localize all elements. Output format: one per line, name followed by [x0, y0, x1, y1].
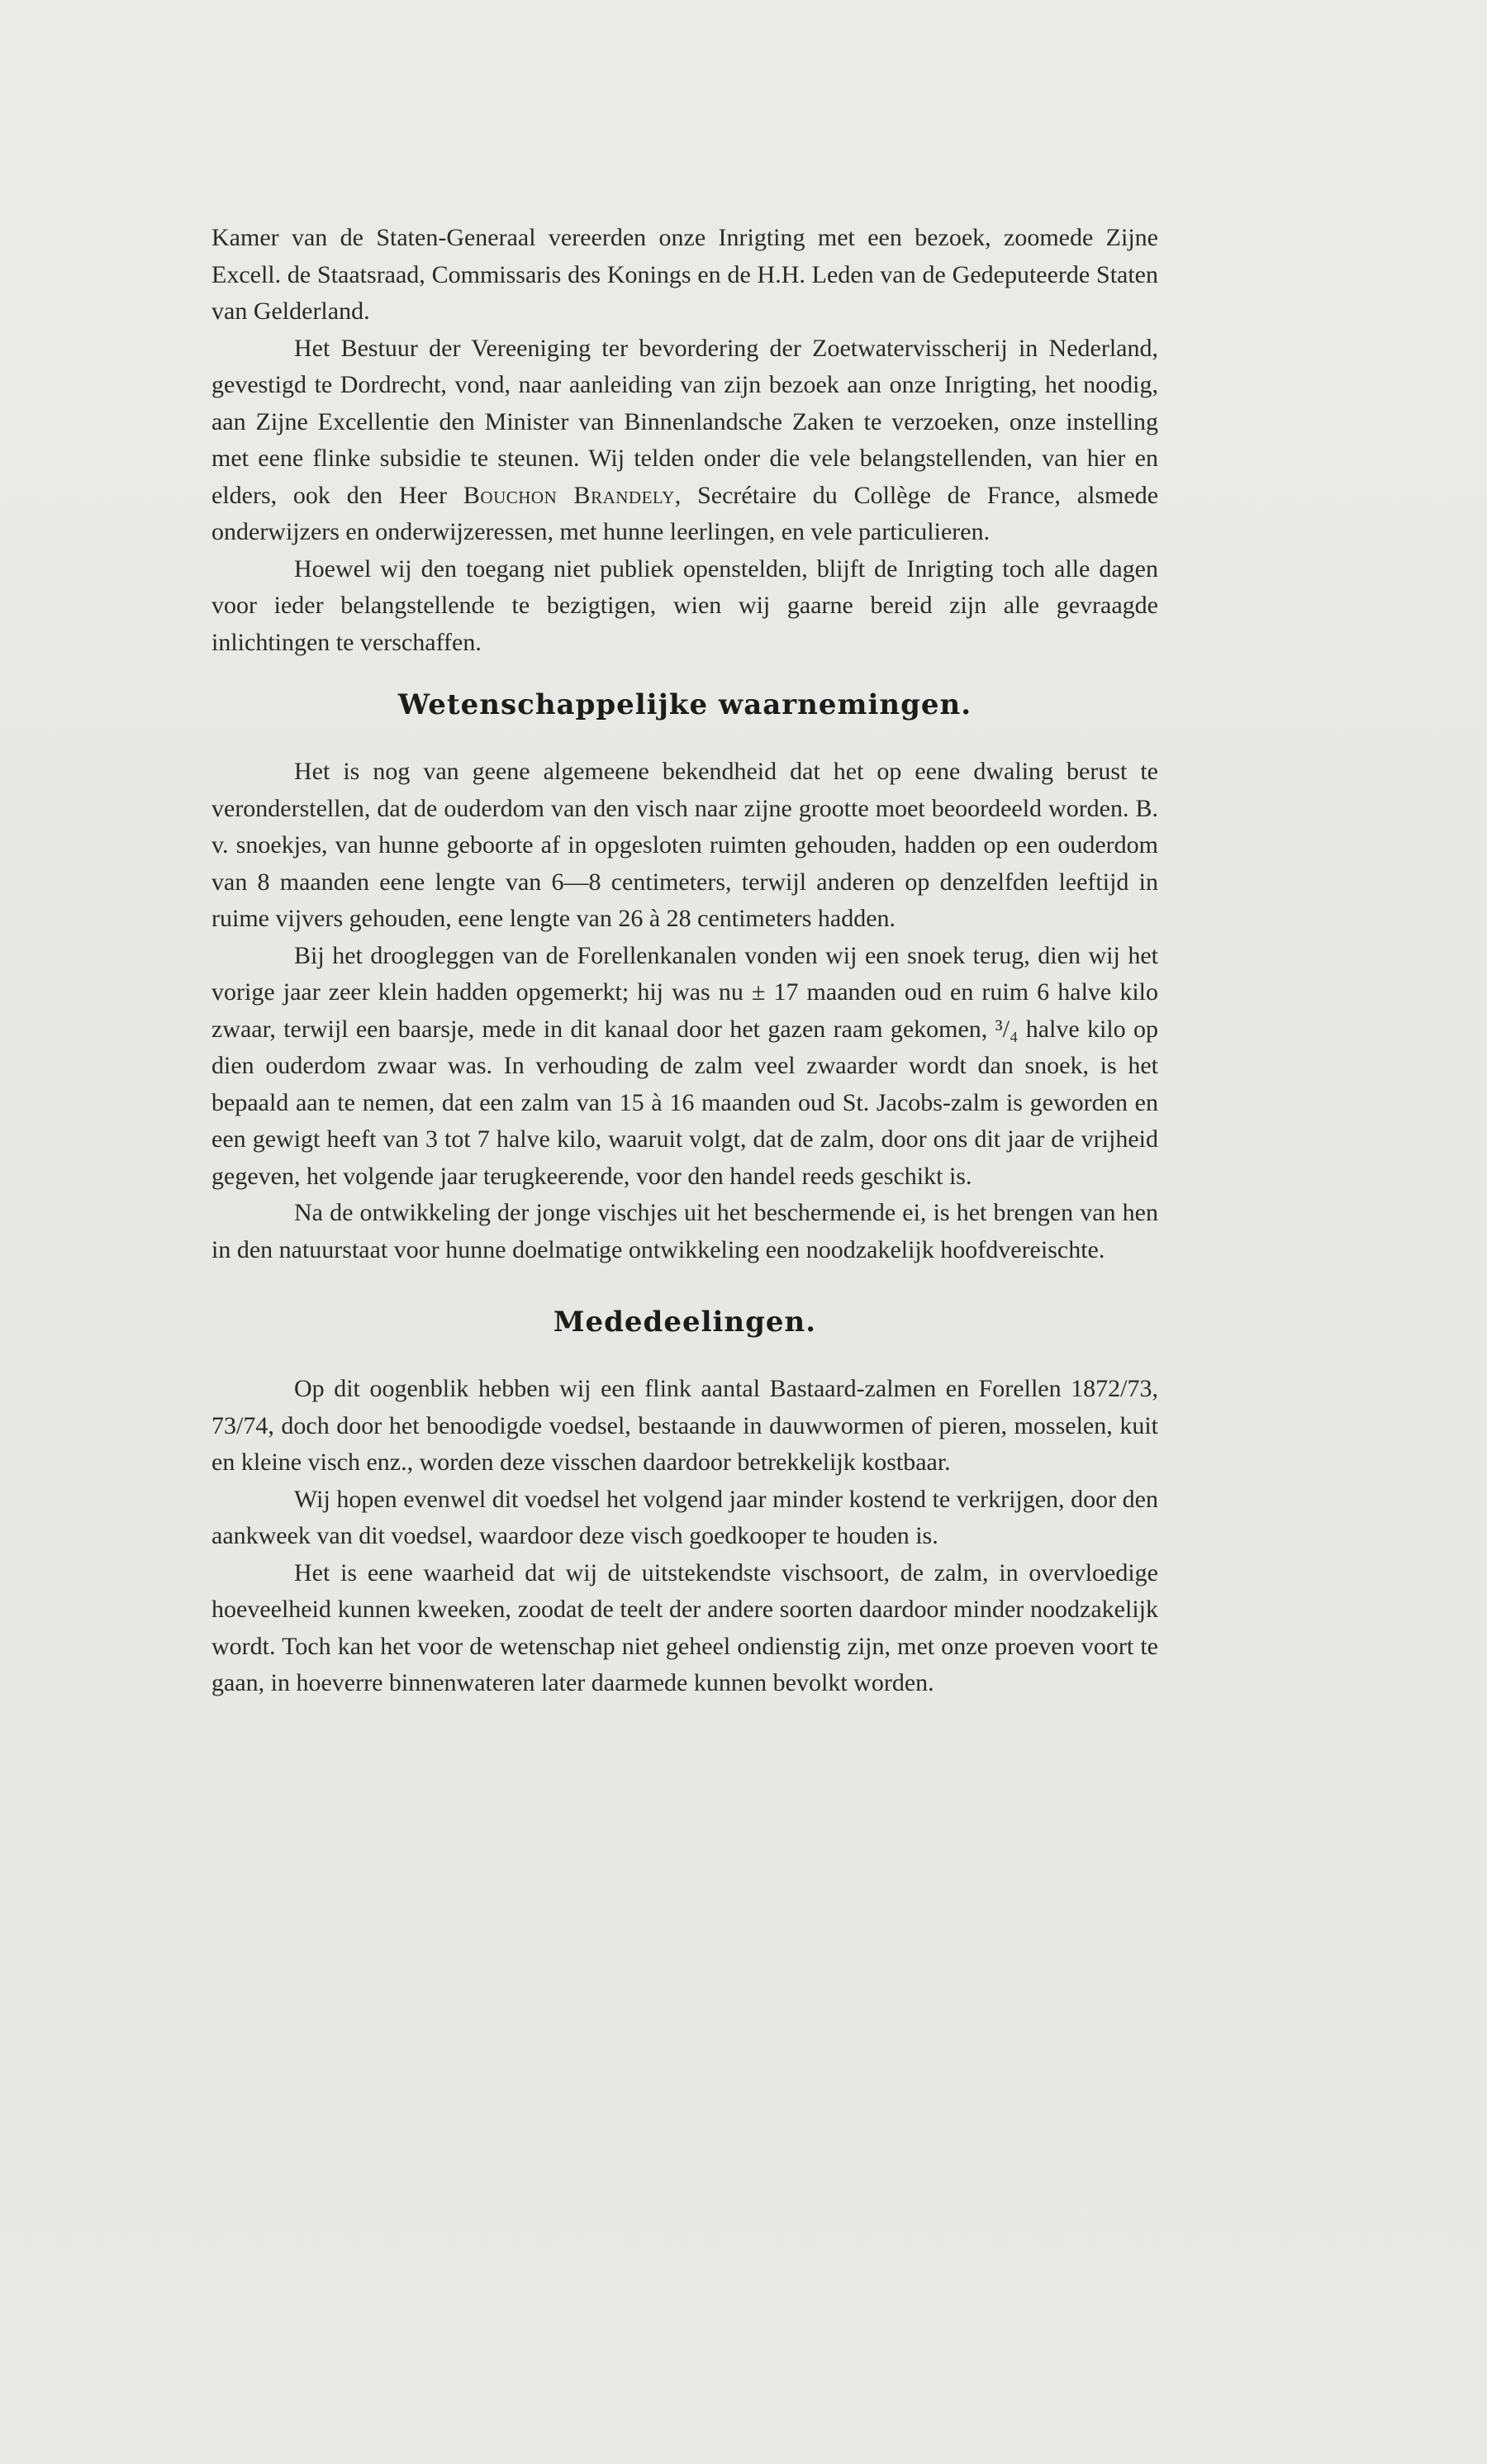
- paragraph-bastaard-zalmen: Op dit oogenblik hebben wij een flink aantal Bastaard-zalmen en Forellen 1872/73, 73/74, doch door het benoodigde voedsel, bestaande in dauwwormen of pieren, mosselen, kuit en kleine visch enz., worden deze visschen daardoor betrekkelijk kostbaar.: [211, 1375, 1158, 1476]
- paragraph-forellenkanalen: Bij het droogleggen van de Forellenkanalen vonden wij een snoek terug, dien wij het vorige jaar zeer klein hadden opgemerkt; hij was nu ± 17 maanden oud en ruim 6 halve kilo zwaar, terwijl een baarsje, mede in dit kanaal door het gazen raam gekomen, ³/₄ halve kilo op dien ouderdom zwaar was. In verhouding de zalm veel zwaarder wordt dan snoek, is het bepaald aan te nemen, dat een zalm van 15 à 16 maanden oud St. Jacobs-zalm is geworden en een gewigt heeft van 3 tot 7 halve kilo, waaruit volgt, dat de zalm, door ons dit jaar de vrijheid gegeven, het volgende jaar terugkeerende, voor den handel reeds geschikt is.: [211, 941, 1158, 1190]
- person-name: Bouchon Brandely: [463, 481, 675, 509]
- heading-mededeelingen: Mededeelingen.: [553, 1306, 817, 1339]
- paragraph-toegang: Hoewel wij den toegang niet publiek openstelden, blijft de Inrigting toch alle dagen voor ieder belangstellende te bezigtigen, wien wij gaarne bereid zijn alle gevraagde inlichtingen te verschaffen.: [211, 554, 1158, 656]
- paragraph-bestuur-text-b: , Secrétaire du Collège de France, alsmede onderwijzers en onderwijzeressen, met hunne leerlingen, en vele particulieren.: [211, 481, 1159, 545]
- paragraph-bestuur-text-a: Het Bestuur der Vereeniging ter bevordering der Zoetwatervisscherij in Nederland, gevestigd te Dordrecht, vond, naar aanleiding van zijn bezoek aan onze Inrigting, het noodig, aan Zijne Excellentie den Minister van Binnenlandsche Zaken te verzoeken, onze instelling met eene flinke subsidie te steunen. Wij telden onder die vele belangstellenden, van hier en elders, ook den Heer: [211, 334, 1158, 509]
- paragraph-bestuur: [211, 331, 1158, 551]
- paragraph-ontwikkeling: Na de ontwikkeling der jonge vischjes uit het beschermende ei, is het brengen van hen in den natuurstaat voor hunne doelmatige ontwikkeling een noodzakelijk hoofdvereischte.: [211, 1199, 1158, 1263]
- paragraph-visit: Kamer van de Staten-Generaal vereerden onze Inrigting met een bezoek, zoomede Zijne Excell. de Staatsraad, Commissaris des Konings en de H.H. Leden van de Gedeputeerde Staten van Gelderland.: [211, 224, 1158, 325]
- paragraph-voedsel: Wij hopen evenwel dit voedsel het volgend jaar minder kostend te verkrijgen, door den aankweek van dit voedsel, waardoor deze visch goedkooper te houden is.: [211, 1485, 1158, 1549]
- paragraph-waarheid: Het is eene waarheid dat wij de uitstekendste vischsoort, de zalm, in overvloedige hoeveelheid kunnen kweeken, zoodat de teelt der andere soorten daardoor minder noodzakelijk wordt. Toch kan het voor de wetenschap niet geheel ondienstig zijn, met onze proeven voort te gaan, in hoeverre binnenwateren later daarmede kunnen bevolkt worden.: [211, 1558, 1158, 1696]
- heading-wetenschappelijke-waarnemingen: Wetenschappelijke waarnemingen.: [397, 688, 972, 721]
- paragraph-ouderdom: Het is nog van geene algemeene bekendheid dat het op eene dwaling berust te veronderstellen, dat de ouderdom van den visch naar zijne grootte moet beoordeeld worden. B. v. snoekjes, van hunne geboorte af in opgesloten ruimten gehouden, hadden op een ouderdom van 8 maanden eene lengte van 6—8 centimeters, terwijl anderen op denzelfden leeftijd in ruime vijvers gehouden, eene lengte van 26 à 28 centimeters hadden.: [211, 758, 1158, 932]
- text-column: [211, 220, 1158, 1702]
